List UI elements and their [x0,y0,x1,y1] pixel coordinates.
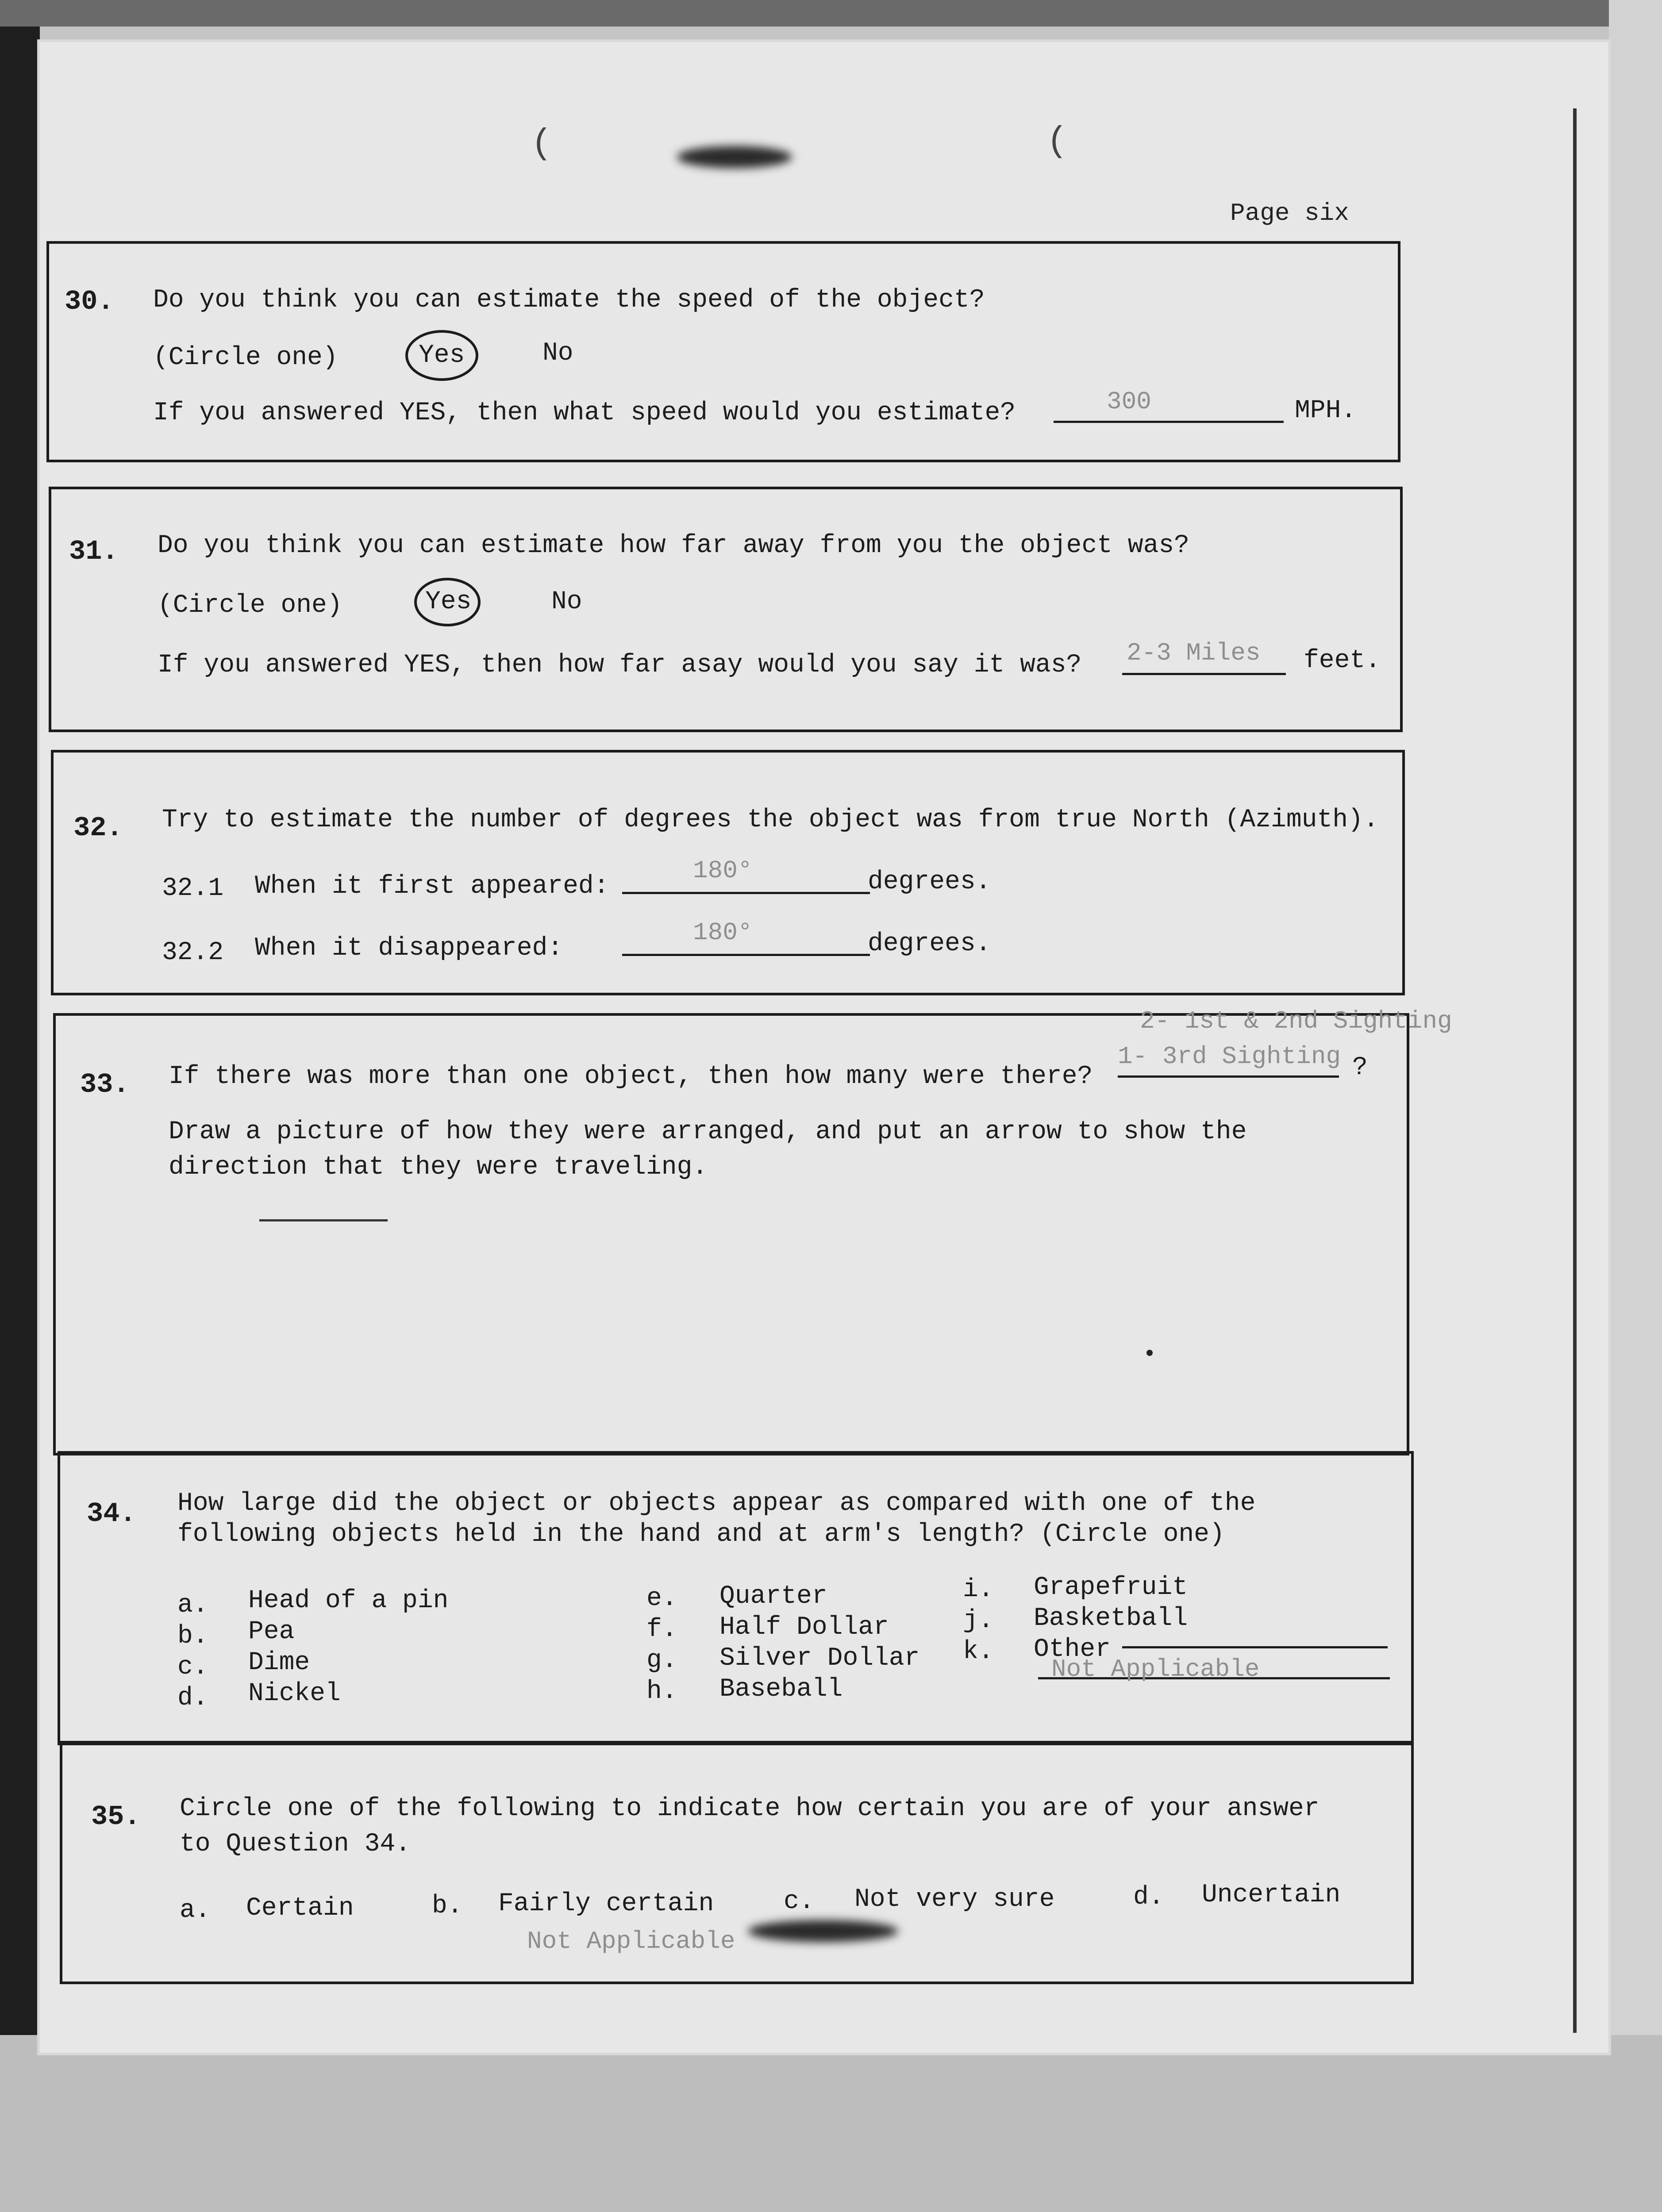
document-page [40,42,1608,2053]
question-text: Try to estimate the number of degrees the object was from true North (Azimuth). [162,806,1379,834]
option-fairly-certain[interactable]: Fairly certain [498,1889,714,1918]
page-number: Page six [1230,199,1349,227]
distance-answer: 2-3 Miles [1127,639,1261,667]
drawing-instruction-1: Draw a picture of how they were arranged, and put an arrow to show the [169,1118,1247,1146]
subquestion-label: When it first appeared: [255,872,609,901]
option-letter: j. [963,1606,994,1635]
question-35-box [60,1741,1414,1984]
azimuth-last-answer: 180° [693,918,753,947]
option-letter: b. [177,1622,208,1651]
unit-label: MPH. [1295,396,1357,425]
question-number: 31. [69,536,119,567]
option-letter: a. [180,1896,211,1925]
film-right-border [1609,0,1662,2035]
question-33-box [53,1007,1452,1455]
unit-label: feet. [1304,646,1381,675]
option-letter: i. [963,1575,994,1604]
subquestion-label: When it disappeared: [255,934,563,963]
question-text: If there was more than one object, then how many were there? [169,1062,1093,1091]
question-34-box [58,1451,1414,1745]
film-top-border [0,0,1662,27]
question-text-line-2: following objects held in the hand and at arm's length? (Circle one) [177,1520,1225,1549]
drawing-instruction-2: direction that they were traveling. [169,1153,708,1182]
option-baseball[interactable]: Baseball [719,1675,843,1704]
question-mark: ? [1352,1053,1368,1082]
option-letter: c. [784,1887,815,1916]
option-not-very-sure[interactable]: Not very sure [854,1885,1055,1914]
option-letter: g. [646,1646,677,1675]
option-letter: d. [1133,1883,1164,1912]
no-option[interactable]: No [551,588,582,616]
object-count-answer-2: 1- 3rd Sighting [1118,1042,1341,1071]
option-basketball[interactable]: Basketball [1034,1604,1188,1633]
option-other[interactable]: Other [1034,1635,1111,1664]
question-number: 33. [80,1069,130,1100]
option-certain[interactable]: Certain [246,1894,354,1923]
question-31-box [49,487,1403,732]
other-answer: Not Applicable [1051,1655,1260,1683]
speed-answer: 300 [1107,388,1151,416]
subquestion-number: 32.2 [162,938,224,967]
sketch-line [259,1219,388,1221]
punch-mark: ( [531,124,553,164]
option-grapefruit[interactable]: Grapefruit [1034,1573,1188,1602]
subquestion-number: 32.1 [162,874,224,903]
yes-option[interactable]: Yes [425,588,472,616]
option-dime[interactable]: Dime [248,1648,310,1677]
option-letter: a. [177,1591,208,1620]
question-text-line-2: to Question 34. [180,1830,411,1859]
option-head-of-a-pin[interactable]: Head of a pin [248,1586,449,1615]
no-option[interactable]: No [542,339,573,368]
yes-option[interactable]: Yes [419,341,465,370]
option-letter: e. [646,1584,677,1613]
question-text-line-1: How large did the object or objects appear as compared with one of the [177,1489,1256,1518]
option-half-dollar[interactable]: Half Dollar [719,1613,889,1642]
question-number: 30. [65,286,114,317]
option-letter: b. [432,1892,463,1920]
question-text: Do you think you can estimate how far away from you the object was? [158,531,1189,560]
option-pea[interactable]: Pea [248,1617,295,1646]
option-silver-dollar[interactable]: Silver Dollar [719,1644,920,1673]
ink-smudge [677,146,792,168]
film-left-border [0,27,40,2035]
option-letter: d. [177,1684,208,1713]
option-uncertain[interactable]: Uncertain [1202,1881,1341,1909]
punch-mark: ( [1046,122,1068,162]
circle-prompt: (Circle one) [158,591,342,620]
unit-label: degrees. [868,929,991,958]
object-count-answer-1: 2- 1st & 2nd Sighting [1140,1007,1452,1035]
unit-label: degrees. [868,868,991,896]
question-number: 34. [87,1498,136,1529]
drawing-area[interactable] [169,1193,1363,1440]
question-text-line-1: Circle one of the following to indicate how certain you are of your answer [180,1794,1320,1823]
azimuth-first-answer: 180° [693,856,753,885]
question-32-box [51,750,1405,995]
followup-text: If you answered YES, then what speed would you estimate? [153,399,1016,427]
followup-text: If you answered YES, then how far asay would you say it was? [158,651,1082,680]
option-letter: c. [177,1653,208,1682]
option-letter: f. [646,1615,677,1644]
not-applicable-note: Not Applicable [527,1927,735,1955]
question-number: 35. [91,1801,141,1832]
option-letter: h. [646,1677,677,1706]
other-answer-line-1 [1122,1615,1388,1648]
page-edge-line [1573,108,1577,2033]
option-quarter[interactable]: Quarter [719,1582,827,1611]
speed-answer-line [1054,390,1284,423]
option-nickel[interactable]: Nickel [248,1679,341,1708]
ink-dot [1146,1350,1153,1356]
film-lower-area [0,2035,1662,2212]
option-letter: k. [963,1637,994,1666]
question-30-box [46,241,1400,462]
question-text: Do you think you can estimate the speed of the object? [153,286,985,315]
question-number: 32. [73,812,123,844]
circle-prompt: (Circle one) [153,343,338,372]
